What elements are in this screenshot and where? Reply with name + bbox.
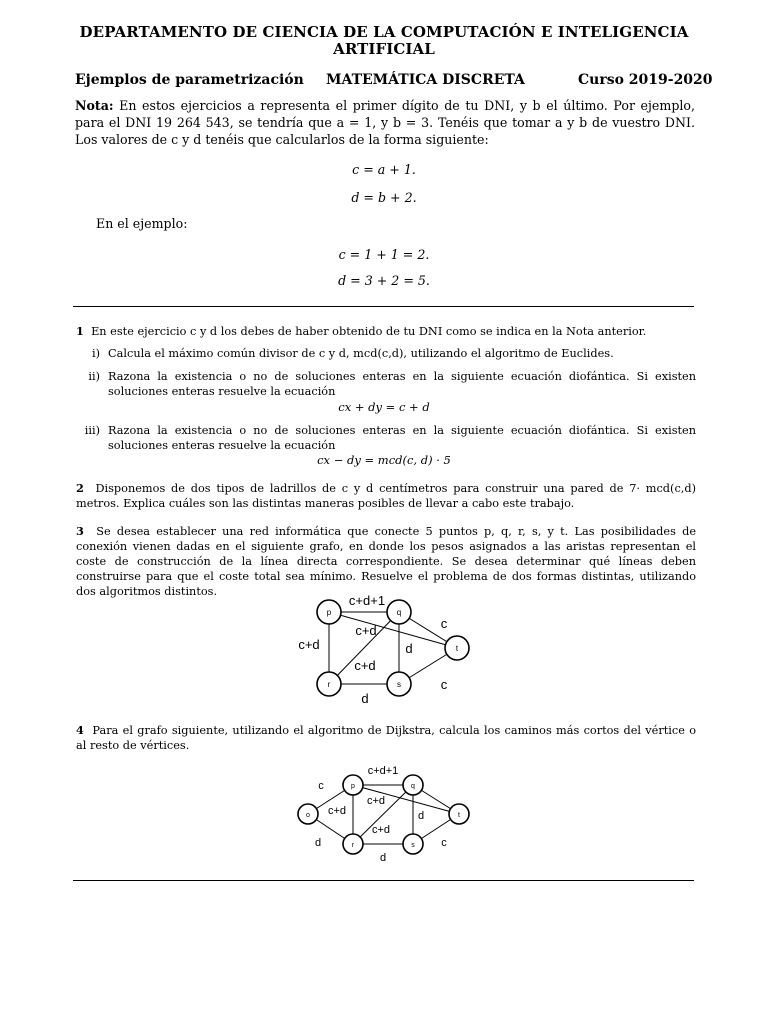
node-q-label: q xyxy=(396,608,402,617)
exercise-1-ii-text: Razona la existencia o no de soluciones enteras en la siguiente ecuación diofántica. Si existen soluciones enteras resuelve la ecuación xyxy=(108,370,696,398)
edge-pr-weight: c+d xyxy=(327,805,347,817)
equation-d-example: d = 3 + 2 = 5. xyxy=(338,273,430,288)
node-s-label: s xyxy=(411,842,415,849)
edge-st-weight: c xyxy=(440,677,448,692)
header-center: MATEMÁTICA DISCRETA xyxy=(326,72,525,88)
edge-pt-weight: c+d xyxy=(355,623,377,638)
exercise-4 xyxy=(76,723,696,753)
exercise-2-text: Disponemos de dos tipos de ladrillos de c y d centímetros para construir una pared de 7· mcd(c,d) metros. Explica cuáles son las distintas maneras posibles de llevar a cabo este trabajo. xyxy=(76,482,697,510)
ejemplo-label: En el ejemplo: xyxy=(96,216,188,231)
edge-op-weight: c xyxy=(318,780,324,792)
node-p-label: p xyxy=(351,783,355,790)
equation-c: c = a + 1. xyxy=(352,162,416,177)
header-right: Curso 2019-2020 xyxy=(578,72,713,88)
equation-d: d = b + 2. xyxy=(351,190,417,205)
edge-pr-weight: c+d xyxy=(298,637,320,652)
department-title: DEPARTAMENTO DE CIENCIA DE LA COMPUTACIÓN E INTELIGENCIA ARTIFICIAL xyxy=(79,23,689,58)
exercise-4-number: 4 xyxy=(76,723,84,737)
exercise-1-ii-label: ii) xyxy=(88,370,100,383)
exercise-1-i-label: i) xyxy=(91,347,100,360)
node-p-label: p xyxy=(326,608,332,617)
edge-qt-weight: c xyxy=(440,616,448,631)
node-r-label: r xyxy=(351,842,355,849)
edge-pt-weight: c+d xyxy=(366,795,386,807)
edge-or-weight: d xyxy=(314,837,322,849)
edge-qs-weight: d xyxy=(405,641,413,656)
node-t-label: t xyxy=(458,812,460,819)
exercise-1-iii-text: Razona la existencia o no de soluciones enteras en la siguiente ecuación diofántica. Si existen soluciones enteras resuelve la ecuación xyxy=(108,424,696,452)
dijkstra-graph xyxy=(288,758,478,866)
exercise-3-text: Se desea establecer una red informática que conecte 5 puntos p, q, r, s, y t. Las posibilidades de conexión vienen dadas en el siguiente grafo, en donde los pesos asignados a las aristas representan el coste de construcción de la línea directa correspondiente. Se desea determinar qué líneas deben construirse para que el coste total sea mínimo. Resuelve el problema de dos formas distintas, utilizando dos algoritmos distintos. xyxy=(76,525,696,598)
exercise-3-number: 3 xyxy=(76,524,84,538)
exercise-2-number: 2 xyxy=(76,481,84,495)
nota-label: Nota: xyxy=(75,98,114,113)
edge-st-weight: c xyxy=(441,837,447,849)
edge-pq-weight: c+d+1 xyxy=(348,593,386,608)
exercise-1-iii-label: iii) xyxy=(84,424,100,437)
section-divider-bottom xyxy=(73,880,694,881)
header-left: Ejemplos de parametrización xyxy=(75,72,304,88)
node-o-label: o xyxy=(306,812,310,819)
edge-qr-weight: c+d xyxy=(354,658,376,673)
exercise-2 xyxy=(76,481,696,511)
node-s-label: s xyxy=(397,680,401,689)
edge-rs-weight: d xyxy=(379,852,387,864)
network-graph xyxy=(285,588,485,706)
exercise-1-intro xyxy=(76,324,696,339)
exercise-1-i-text: Calcula el máximo común divisor de c y d, mcd(c,d), utilizando el algoritmo de Euclides. xyxy=(108,347,614,360)
exercise-1-text: En este ejercicio c y d los debes de haber obtenido de tu DNI como se indica en la Nota anterior. xyxy=(91,325,647,338)
edge-pq-weight: c+d+1 xyxy=(367,765,399,777)
nota-paragraph xyxy=(75,97,695,148)
node-q-label: q xyxy=(411,783,415,790)
edge-qr-weight: c+d xyxy=(371,824,391,836)
exercise-1-iii-equation: cx − dy = mcd(c, d) · 5 xyxy=(317,453,451,467)
nota-text: En estos ejercicios a representa el primer dígito de tu DNI, y b el último. Por ejemplo, para el DNI 19 264 543, se tendría que a = 1, y b = 3. Tenéis que tomar a y b de vuestro DNI. Los valores de c y d tenéis que calcularlos de la forma siguiente: xyxy=(75,98,695,147)
exercise-4-text: Para el grafo siguiente, utilizando el algoritmo de Dijkstra, calcula los caminos más cortos del vértice o al resto de vértices. xyxy=(76,724,696,752)
node-r-label: r xyxy=(327,680,331,689)
exercise-1-ii-equation: cx + dy = c + d xyxy=(338,400,430,414)
section-divider-top xyxy=(73,306,694,307)
node-t-label: t xyxy=(455,644,459,653)
exercise-1-number: 1 xyxy=(76,324,84,338)
equation-c-example: c = 1 + 1 = 2. xyxy=(338,247,430,262)
edge-rs-weight: d xyxy=(361,691,369,706)
edge-qs-weight: d xyxy=(417,810,425,822)
